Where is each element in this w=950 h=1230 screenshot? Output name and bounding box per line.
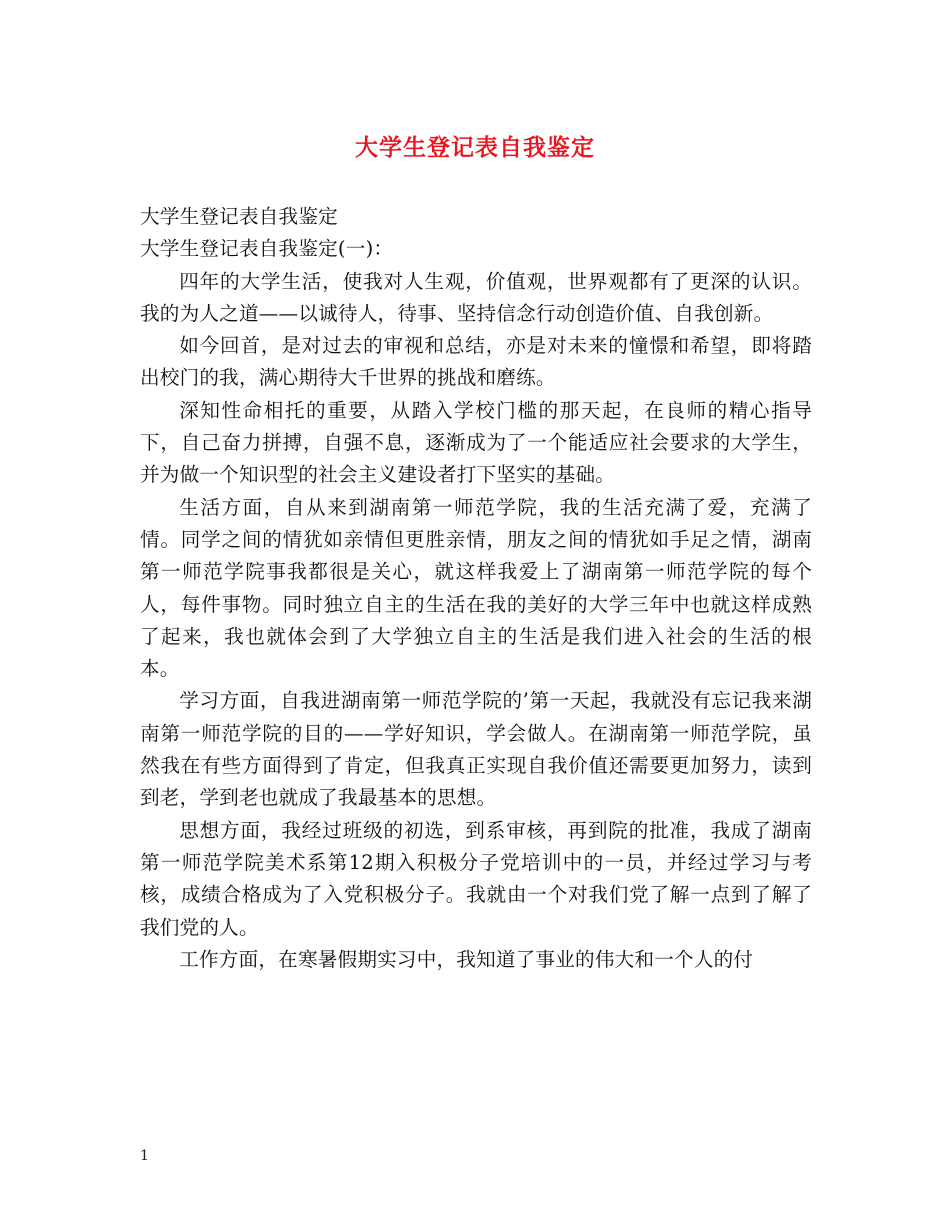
section-heading: 大学生登记表自我鉴定(一)： [140, 237, 394, 261]
document-subtitle: 大学生登记表自我鉴定 [140, 205, 338, 228]
paragraph-reflection: 如今回首，是对过去的审视和总结，亦是对未来的憧憬和希望，即将踏出校门的我，满心期待大千世界的挑战和磨练。 [140, 334, 812, 390]
paragraph-thought: 思想方面，我经过班级的初选，到系审核，再到院的批准，我成了湖南第一师范学院美术系第12期入积极分子党培训中的一员，并经过学习与考核，成绩合格成为了入党积极分子。我就由一个对我们党了解一点到了解了我们党的人。 [140, 818, 812, 939]
paragraph-work: 工作方面，在寒暑假期实习中，我知道了事业的伟大和一个人的付 [179, 947, 754, 971]
paragraph-intro: 四年的大学生活，使我对人生观，价值观，世界观都有了更深的认识。我的为人之道——以诚待人，待事、坚持信念行动创造价值、自我创新。 [140, 269, 812, 325]
page-number: 1 [140, 1148, 149, 1164]
paragraph-life: 生活方面，自从来到湖南第一师范学院，我的生活充满了爱，充满了情。同学之间的情犹如亲情但更胜亲情，朋友之间的情犹如手足之情，湖南第一师范学院事我都很是关心，就这样我爱上了湖南第一师范学院的每个人，每件事物。同时独立自主的生活在我的美好的大学三年中也就这样成熟了起来，我也就体会到了大学独立自主的生活是我们进入社会的生活的根本。 [140, 495, 812, 681]
paragraph-study: 学习方面，自我进湖南第一师范学院的’第一天起，我就没有忘记我来湖南第一师范学院的目的——学好知识，学会做人。在湖南第一师范学院，虽然我在有些方面得到了肯定，但我真正实现自我价值还需要更加努力，读到到老，学到老也就成了我最基本的思想。 [140, 689, 812, 810]
document-title: 大学生登记表自我鉴定 [355, 134, 595, 161]
paragraph-growth: 深知性命相托的重要，从踏入学校门槛的那天起，在良师的精心指导下，自己奋力拼搏，自强不息，逐渐成为了一个能适应社会要求的大学生，并为做一个知识型的社会主义建设者打下坚实的基础。 [140, 398, 812, 487]
document-body [140, 201, 812, 976]
